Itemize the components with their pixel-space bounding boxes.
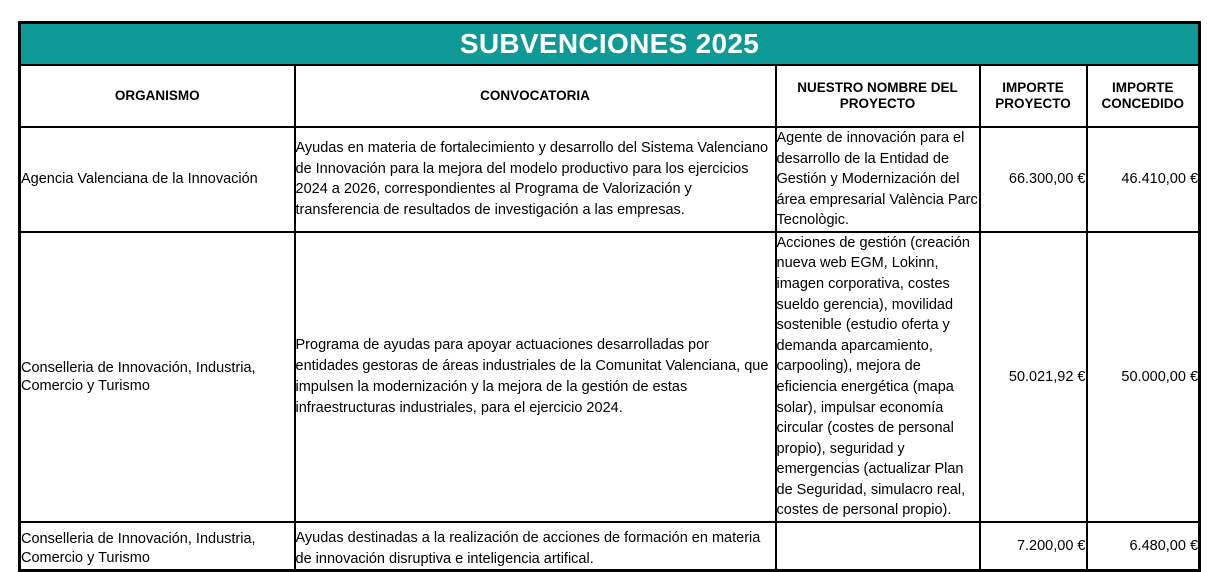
cell-convocatoria [295,127,776,232]
cell-importe-proyecto [980,232,1087,522]
cell-proyecto-text: Acciones de gestión (creación nueva web EGM, Lokinn, imagen corporativa, costes sueldo gerencia), movilidad sostenible (estudio oferta y demanda aparcamiento, carpooling), mejora de eficiencia energética (mapa solar), impulsar economía circular (costes de personal propio), seguridad y emergencias (actualizar Plan de Seguridad, simulacro real, costes de personal propio). [776,234,970,519]
column-header-importe-concedido [1087,65,1200,127]
column-header-organismo [20,65,295,127]
table-row [20,127,1200,232]
cell-importe-concedido-text: 6.480,00 € [1129,537,1199,554]
cell-importe-proyecto-text: 50.021,92 € [1008,368,1086,385]
cell-convocatoria [295,232,776,522]
cell-proyecto [776,127,980,232]
subvenciones-table [18,21,1201,572]
column-header-organismo-label: ORGANISMO [114,87,200,103]
column-header-importe-proyecto [980,65,1087,127]
cell-importe-concedido [1087,522,1200,571]
cell-importe-proyecto [980,127,1087,232]
cell-organismo [20,522,295,571]
cell-convocatoria-text: Ayudas destinadas a la realización de acciones de formación en materia de innovación disruptiva e inteligencia artifical. [295,529,761,567]
cell-importe-proyecto-text: 7.200,00 € [1016,537,1086,554]
table-body [20,127,1200,571]
cell-convocatoria [295,522,776,571]
cell-organismo-text: Agencia Valenciana de la Innovación [21,171,258,188]
cell-convocatoria-text: Programa de ayudas para apoyar actuaciones desarrolladas por entidades gestoras de áreas industriales de la Comunitat Valenciana, que impulsen la modernización y la mejora de la gestión de estas infraestructuras industriales, para el ejercicio 2024. [295,337,769,416]
cell-organismo-text: Conselleria de Innovación, Industria, Comercio y Turismo [21,531,256,566]
column-header-proyecto [776,65,980,127]
table-row [20,232,1200,522]
table-header-row [20,65,1200,127]
cell-proyecto-text: Agente de innovación para el desarrollo de la Entidad de Gestión y Modernización del área empresarial València Parc Tecnològic. [776,130,978,229]
cell-proyecto [776,232,980,522]
cell-importe-concedido-text: 50.000,00 € [1121,368,1199,385]
column-header-importe-proyecto-label: IMPORTE PROYECTO [995,79,1071,111]
cell-importe-proyecto [980,522,1087,571]
cell-proyecto [776,522,980,571]
column-header-convocatoria [295,65,776,127]
cell-importe-proyecto-text: 66.300,00 € [1008,171,1086,188]
cell-organismo [20,232,295,522]
column-header-convocatoria-label: CONVOCATORIA [480,87,590,103]
cell-importe-concedido [1087,232,1200,522]
table-row [20,522,1200,571]
cell-convocatoria-text: Ayudas en materia de fortalecimiento y desarrollo del Sistema Valenciano de Innovación para la mejora del modelo productivo para los ejercicios 2024 a 2026, correspondientes al Programa de Valorización y transferencia de resultados de investigación a las empresas. [295,139,769,219]
table-title-row [20,23,1200,66]
table-title-banner [20,23,1200,66]
page-title: SUBVENCIONES 2025 [459,28,760,59]
column-header-proyecto-label: NUESTRO NOMBRE DEL PROYECTO [797,79,958,111]
cell-organismo-text: Conselleria de Innovación, Industria, Comercio y Turismo [21,359,256,394]
cell-organismo [20,127,295,232]
cell-importe-concedido [1087,127,1200,232]
cell-importe-concedido-text: 46.410,00 € [1121,171,1199,188]
column-header-importe-concedido-label: IMPORTE CONCEDIDO [1101,79,1185,111]
